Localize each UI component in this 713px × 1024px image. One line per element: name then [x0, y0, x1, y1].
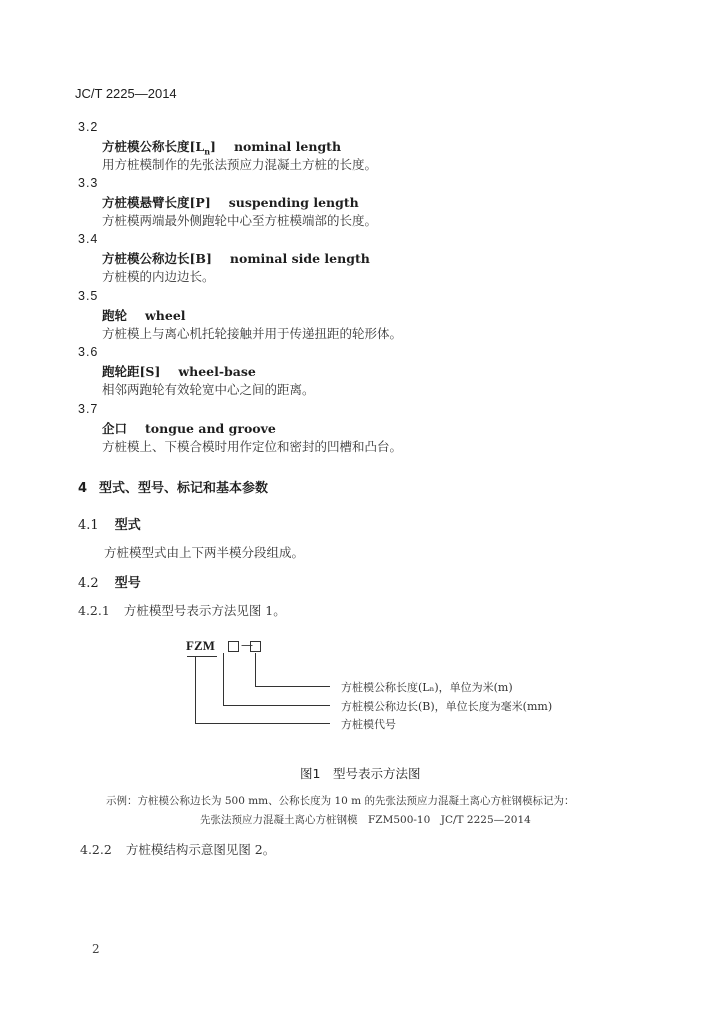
placeholder-box-length: [250, 641, 261, 652]
term-title: [102, 306, 186, 324]
example-line: 示例：方桩模公称边长为 500 mm、公称长度为 10 m 的先张法预应力混凝土离心方桩钢模标记为：: [106, 795, 575, 807]
subsection-number: 4.1: [78, 518, 99, 533]
term-definition: 相邻两跑轮有效轮宽中心之间的距离。: [102, 382, 315, 397]
term-number: 3.6: [78, 345, 99, 359]
term-title-en: tongue and groove: [145, 421, 276, 436]
section-title: 型式、型号、标记和基本参数: [99, 481, 269, 496]
term-definition: 方桩模两端最外侧跑轮中心至方桩模端部的长度。: [102, 213, 378, 228]
subsection-title: 型号: [114, 576, 141, 591]
leader-line-side-horizontal: [223, 705, 330, 706]
label-nominal-length: 方桩模公称长度(Lₙ)，单位为米(m): [341, 681, 513, 694]
term-definition: 方桩模上、下模合模时用作定位和密封的凹槽和凸台。: [102, 439, 403, 454]
term-title-subscript: n: [204, 146, 211, 157]
term-title-en: wheel: [145, 308, 186, 323]
page-number: 2: [92, 942, 100, 956]
leader-line-code-horizontal: [195, 723, 330, 724]
subsection-number: 4.2: [78, 576, 99, 591]
term-title-zh: 跑轮: [102, 308, 128, 323]
model-code: FZM: [186, 638, 215, 653]
leader-line-side-vertical: [223, 653, 224, 705]
term-title-zh: 企口: [102, 421, 128, 436]
term-title-en: wheel-base: [178, 364, 256, 379]
section-number: 4: [78, 481, 88, 496]
term-title-close: ]: [210, 139, 216, 154]
term-title: [102, 419, 276, 437]
code-underline: [187, 656, 217, 657]
term-title: [102, 249, 370, 267]
subsection-heading: [78, 514, 141, 533]
clause-number: 4.2.2: [80, 842, 112, 857]
term-title: [102, 137, 341, 157]
subsection-heading: [78, 572, 141, 591]
term-title-en: suspending length: [228, 195, 359, 210]
term-definition: 方桩模的内边边长。: [102, 269, 215, 284]
term-title: [102, 193, 359, 211]
term-definition: 方桩模上与离心机托轮接触并用于传递扭距的轮形体。: [102, 326, 403, 341]
document-header: JC/T 2225—2014: [75, 86, 177, 101]
label-model-code: 方桩模代号: [341, 718, 396, 731]
term-number: 3.4: [78, 232, 99, 246]
section-heading: [78, 477, 268, 496]
paragraph: [80, 840, 275, 858]
clause-text: 方桩模结构示意图见图 2。: [125, 842, 276, 857]
subsection-title: 型式: [114, 518, 141, 533]
term-number: 3.7: [78, 402, 99, 416]
term-title-zh: 跑轮距[S]: [102, 364, 161, 379]
model-designation-figure: [180, 636, 560, 731]
clause-number: 4.2.1: [78, 603, 110, 618]
term-number: 3.5: [78, 289, 99, 303]
term-number: 3.3: [78, 176, 99, 190]
leader-line-code-vertical: [195, 657, 196, 723]
term-title-en: nominal length: [233, 139, 342, 154]
figure-caption: 图1 型号表示方法图: [300, 766, 421, 781]
term-title-zh: 方桩模公称长度[L: [102, 139, 205, 154]
term-title: [102, 362, 256, 380]
clause-text: 方桩模型号表示方法见图 1。: [123, 603, 286, 618]
separator-dash: —: [241, 638, 253, 652]
placeholder-box-side-length: [228, 641, 239, 652]
paragraph: 方桩模型式由上下两半模分段组成。: [104, 545, 305, 560]
leader-line-length-vertical: [255, 653, 256, 686]
term-title-en: nominal side length: [229, 251, 370, 266]
example-marking: 先张法预应力混凝土离心方桩钢模 FZM500-10 JC/T 2225—2014: [200, 814, 531, 826]
term-title-zh: 方桩模悬臂长度[P]: [102, 195, 211, 210]
label-nominal-side-length: 方桩模公称边长(B)，单位长度为毫米(mm): [341, 700, 553, 713]
term-definition: 用方桩模制作的先张法预应力混凝土方桩的长度。: [102, 157, 378, 172]
term-title-zh: 方桩模公称边长[B]: [102, 251, 212, 266]
leader-line-length-horizontal: [255, 686, 330, 687]
paragraph: [78, 601, 286, 619]
term-number: 3.2: [78, 120, 99, 134]
